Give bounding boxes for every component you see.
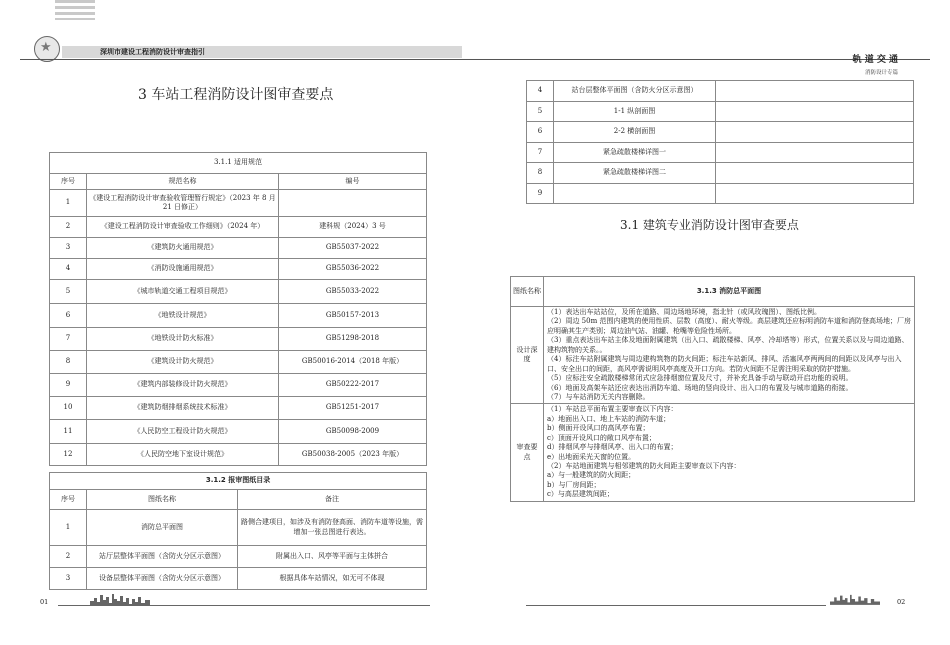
text-line: c）顶面开设风口的敞口风亭布置； xyxy=(547,433,656,442)
table-cell: 站厅层整体平面图（含防火分区示意图） xyxy=(87,546,238,568)
table-row xyxy=(50,259,427,280)
table-cell: 10 xyxy=(50,397,87,420)
table-cell: GB55037-2022 xyxy=(279,238,427,259)
left-section-heading: 3 车站工程消防设计图审查要点 xyxy=(138,87,334,103)
table-cell: 8 xyxy=(527,163,554,184)
text-line: （1）表达出车站站位，及所在道路、周边场地环境，指北针（或风玫瑰图）、图纸比例。 xyxy=(547,308,821,316)
table-row xyxy=(50,328,427,351)
table-312-continued xyxy=(526,80,914,204)
text-line: （1）车站总平面布置主要审查以下内容： xyxy=(547,405,678,414)
text-line: a）地面出入口、地上车站的消防车道； xyxy=(547,414,671,423)
table-cell: 7 xyxy=(527,142,554,163)
row-label: 图纸名称 xyxy=(511,277,544,307)
table-cell: 2-2 横剖面图 xyxy=(554,122,716,143)
row-label: 设计深度 xyxy=(511,307,544,404)
footer-rule xyxy=(526,605,826,606)
table-cell: 紧急疏散楼梯详图二 xyxy=(554,163,716,184)
table-cell: 8 xyxy=(50,351,87,374)
right-section-heading: 3.1 建筑专业消防设计图审查要点 xyxy=(620,218,799,232)
table-row xyxy=(50,374,427,397)
design-depth-content xyxy=(544,307,915,404)
table-313-fire-site-plan xyxy=(510,276,915,502)
table-cell: 6 xyxy=(50,304,87,328)
table-cell: 《建设工程消防设计审查验收管理暂行规定》（2023 年 8 月 21 日修正） xyxy=(87,190,279,217)
skyline-icon xyxy=(830,592,880,606)
table-cell: 消防总平面图 xyxy=(87,510,238,546)
table-row xyxy=(50,190,427,217)
header-title: 深圳市建设工程消防设计审查指引 xyxy=(100,48,205,56)
table-cell: GB51298-2018 xyxy=(279,328,427,351)
table-cell: 《建筑设计防火规范》 xyxy=(87,351,279,374)
review-points-content xyxy=(544,404,915,501)
table-cell: 1-1 纵剖面图 xyxy=(554,101,716,122)
col-header: 编号 xyxy=(279,174,427,190)
table-313-title: 3.1.3 消防总平面图 xyxy=(544,277,915,307)
text-line: （5）应标注安全疏散楼梯常闭式应急排烟窗位置及尺寸，并补充具备手动与联动开启功能的说明。 xyxy=(547,374,853,383)
table-cell: GB55036-2022 xyxy=(279,259,427,280)
table-row xyxy=(50,420,427,444)
table-cell: 《人民防空地下室设计规范》 xyxy=(87,444,279,466)
table-311-applicable-codes xyxy=(49,152,427,466)
table-cell: 4 xyxy=(527,81,554,102)
table-312-caption: 3.1.2 报审图纸目录 xyxy=(50,473,427,490)
table-311-caption: 3.1.1 适用规范 xyxy=(50,153,427,174)
text-line: a）与一般建筑的防火间距； xyxy=(547,471,636,480)
table-cell: 7 xyxy=(50,328,87,351)
table-row xyxy=(50,304,427,328)
skyline-icon xyxy=(90,592,150,606)
table-cell: 2 xyxy=(50,217,87,238)
page-tab-marker xyxy=(55,0,95,20)
table-cell xyxy=(716,163,914,184)
table-cell: 站台层整体平面图（含防火分区示意图） xyxy=(554,81,716,102)
table-cell: 路侧合建项目，如涉及有消防登高面、消防车道等设施，需增加一张总图进行表达。 xyxy=(238,510,427,546)
table-row xyxy=(527,163,914,184)
col-header: 规范名称 xyxy=(87,174,279,190)
text-line: c）与高层建筑间距； xyxy=(547,490,614,499)
table-cell: 5 xyxy=(50,280,87,304)
table-312-drawing-list xyxy=(49,472,427,590)
table-cell: 9 xyxy=(527,183,554,204)
table-cell: GB51251-2017 xyxy=(279,397,427,420)
table-row xyxy=(50,397,427,420)
table-cell: 1 xyxy=(50,190,87,217)
table-cell: GB50016-2014（2018 年版） xyxy=(279,351,427,374)
table-cell: 建科规（2024）3 号 xyxy=(279,217,427,238)
table-row xyxy=(50,280,427,304)
table-cell: 6 xyxy=(527,122,554,143)
table-cell: 设备层整体平面图（含防火分区示意图） xyxy=(87,568,238,590)
col-header: 序号 xyxy=(50,174,87,190)
table-cell: 紧急疏散楼梯详图一 xyxy=(554,142,716,163)
row-label: 审查要点 xyxy=(511,404,544,501)
table-cell: 《人民防空工程设计防火规范》 xyxy=(87,420,279,444)
text-line: b）与厂房间距； xyxy=(547,480,601,489)
table-cell: 《建筑防烟排烟系统技术标准》 xyxy=(87,397,279,420)
table-row xyxy=(50,546,427,568)
col-header: 备注 xyxy=(238,490,427,510)
page-number-right: 02 xyxy=(897,598,906,606)
table-cell: GB55033-2022 xyxy=(279,280,427,304)
table-cell xyxy=(716,183,914,204)
table-row xyxy=(527,81,914,102)
table-cell: 《建设工程消防设计审查验收工作细则》（2024 年） xyxy=(87,217,279,238)
table-cell: 《城市轨道交通工程项目规范》 xyxy=(87,280,279,304)
table-cell: 2 xyxy=(50,546,87,568)
table-cell: 12 xyxy=(50,444,87,466)
table-cell: 11 xyxy=(50,420,87,444)
col-header: 图纸名称 xyxy=(87,490,238,510)
table-cell: 5 xyxy=(527,101,554,122)
table-cell xyxy=(716,101,914,122)
text-line: e）出地面采光天窗的位置。 xyxy=(547,452,636,461)
header-right-subtitle: 消防设计专篇 xyxy=(864,70,898,76)
table-cell: 《建筑内部装修设计防火规范》 xyxy=(87,374,279,397)
table-cell xyxy=(716,81,914,102)
text-line: （4）标注车站附属建筑与周边建构筑物的防火间距；标注车站新风、排风、活塞风亭两两间的间距以及风亭与出入口、安全出口的间距，高风亭需说明风亭高度及开口方向。若防火间距不足需注明采取的防护措施。 xyxy=(547,355,902,373)
table-cell: 《地铁设计防火标准》 xyxy=(87,328,279,351)
text-line: b）侧面开设风口的高风亭布置； xyxy=(547,424,650,433)
table-cell xyxy=(279,190,427,217)
header-rule xyxy=(20,59,930,60)
table-cell: GB50098-2009 xyxy=(279,420,427,444)
footer-rule xyxy=(150,605,430,606)
table-row xyxy=(527,142,914,163)
table-row xyxy=(527,183,914,204)
table-cell xyxy=(716,142,914,163)
text-line: （2）周边 50m 范围内建筑的使用性质、层数（高度）、耐火等级。高层建筑还应标明消防车道和消防登高场地；厂房应明确其生产类别；周边油气站、油罐、枪嘴等危险性场所。 xyxy=(547,317,911,335)
table-row xyxy=(527,101,914,122)
text-line: （6）地面及高架车站还应表达出消防车道、场地的竖向设计、出入口的布置及与城市道路的衔接。 xyxy=(547,383,853,392)
table-row xyxy=(50,217,427,238)
text-line: （3）重点表达出车站主体及地面附属建筑（出入口、疏散楼梯、风亭、冷却塔等）形式，位置关系以及与周边道路、建构筑物的关系。。 xyxy=(547,336,909,354)
col-header: 序号 xyxy=(50,490,87,510)
table-cell: GB50038-2005（2023 年版） xyxy=(279,444,427,466)
table-row xyxy=(50,351,427,374)
text-line: （7）与车站消防无关内容删除。 xyxy=(547,392,650,401)
table-cell: 《建筑防火通用规范》 xyxy=(87,238,279,259)
table-cell: 3 xyxy=(50,568,87,590)
footer-rule xyxy=(58,605,90,606)
table-cell: 附属出入口、风亭等平面与主体拼合 xyxy=(238,546,427,568)
text-line: d）排烟风亭与排烟风亭、出入口的布置； xyxy=(547,443,678,452)
table-cell: 《地铁设计规范》 xyxy=(87,304,279,328)
table-cell xyxy=(554,183,716,204)
text-line: （2）车站地面建筑与相邻建筑的防火间距主要审查以下内容： xyxy=(547,462,741,470)
table-cell: 《消防设施通用规范》 xyxy=(87,259,279,280)
header-right-title: 轨 道 交 通 xyxy=(852,55,898,65)
table-cell: 1 xyxy=(50,510,87,546)
table-row xyxy=(527,122,914,143)
table-cell: GB50157-2013 xyxy=(279,304,427,328)
table-cell: 根据具体车站情况，如无可不体现 xyxy=(238,568,427,590)
table-cell: 3 xyxy=(50,238,87,259)
page-number-left: 01 xyxy=(40,598,49,606)
table-cell xyxy=(716,122,914,143)
table-row xyxy=(50,510,427,546)
table-row xyxy=(50,238,427,259)
table-cell: 9 xyxy=(50,374,87,397)
table-cell: 4 xyxy=(50,259,87,280)
table-row xyxy=(50,444,427,466)
table-cell: GB50222-2017 xyxy=(279,374,427,397)
table-row xyxy=(50,568,427,590)
